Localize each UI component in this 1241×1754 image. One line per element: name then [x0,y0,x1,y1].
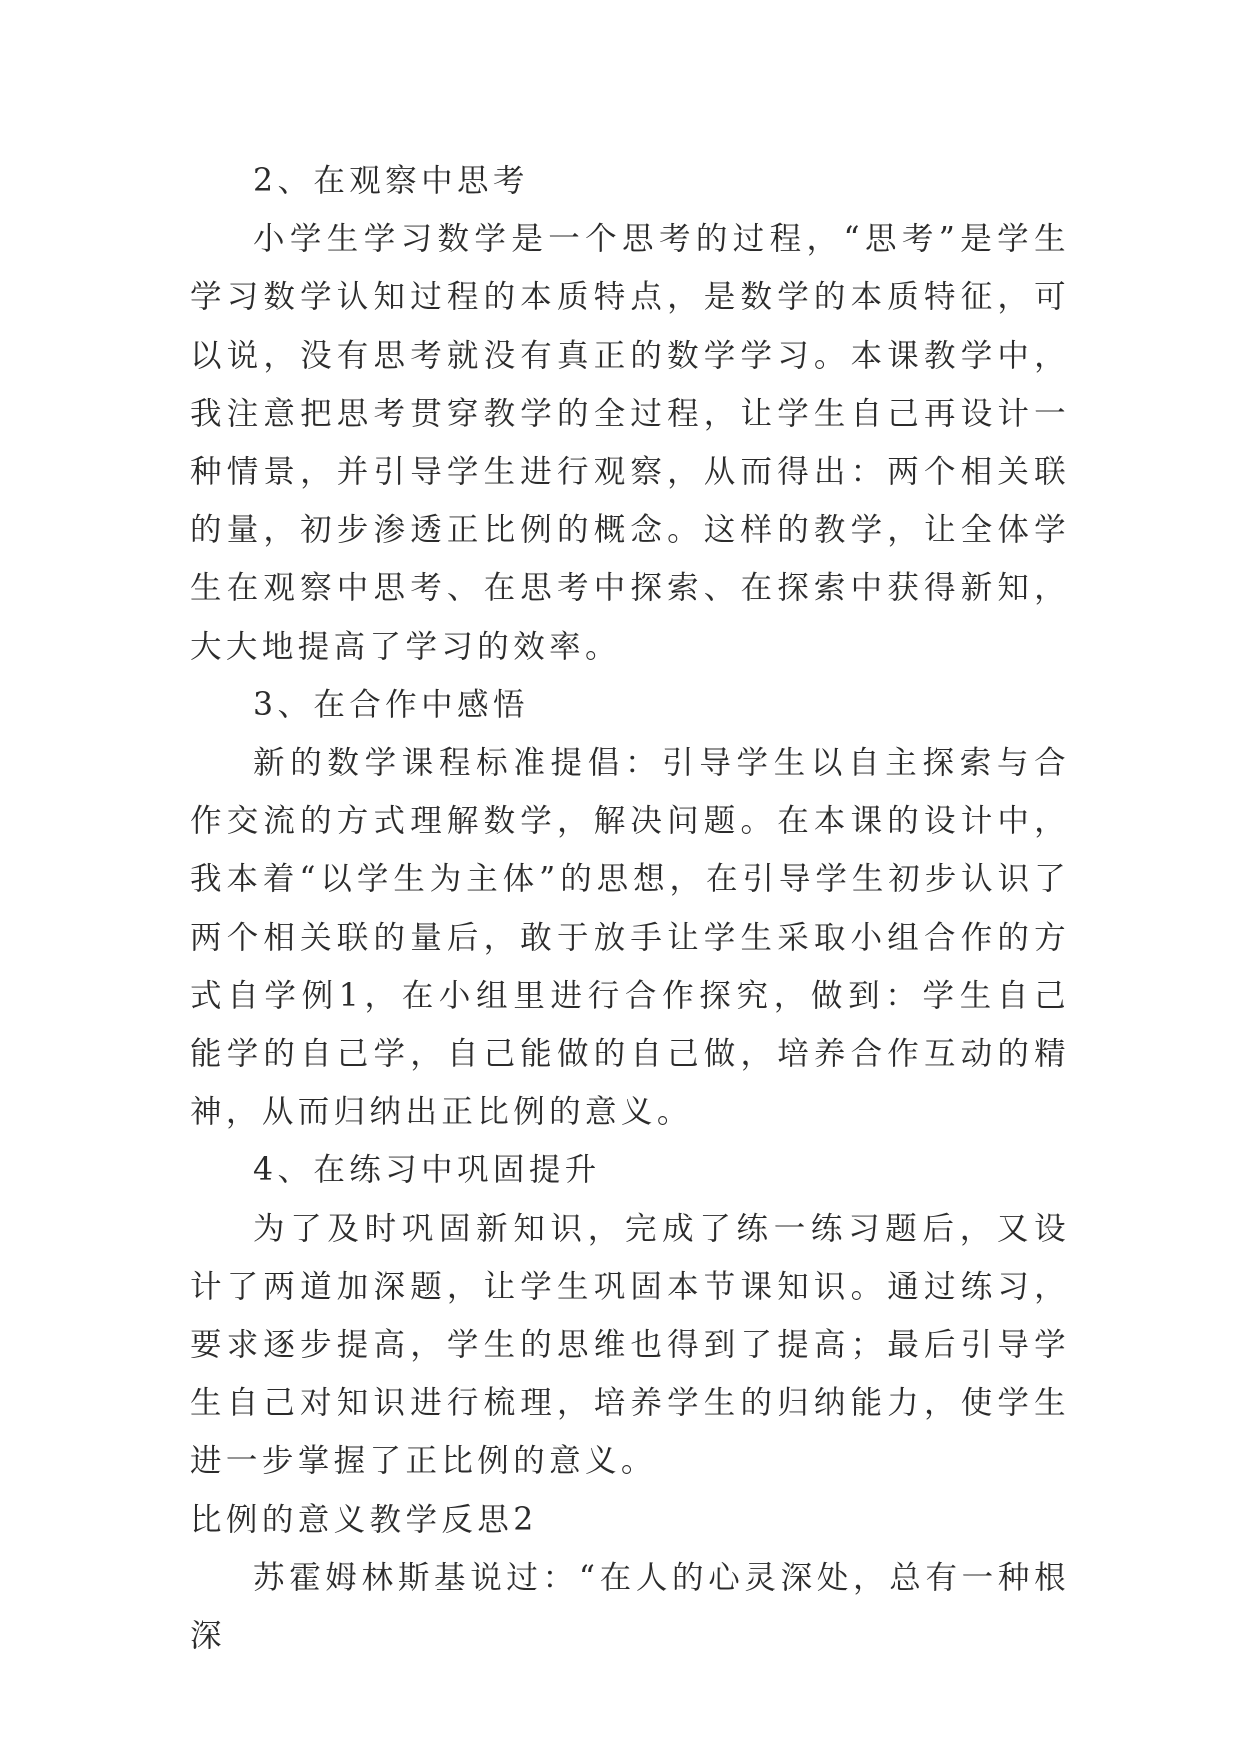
paragraph-practice: 为了及时巩固新知识，完成了练一练习题后，又设计了两道加深题，让学生巩固本节课知识。通过练习，要求逐步提高，学生的思维也得到了提高；最后引导学生自己对知识进行梳理，培养学生的归纳能力，使学生进一步掌握了正比例的意义。 [190,1210,1070,1480]
paragraph-quote: 苏霍姆林斯基说过：“在人的心灵深处，总有一种根深 [190,1559,1070,1655]
section-heading-observe-think: 2、在观察中思考 [253,163,529,199]
section-heading-cooperate: 3、在合作中感悟 [253,686,529,723]
paragraph-observe-think: 小学生学习数学是一个思考的过程，“思考”是学生学习数学认知过程的本质特点，是数学的本质特征，可以说，没有思考就没有真正的数学学习。本课教学中，我注意把思考贯穿教学的全过程，让学生自己再设计一种情景，并引导学生进行观察，从而得出：两个相关联的量，初步渗透正比例的概念。这样的教学，让全体学生在观察中思考、在思考中探索、在探索中获得新知，大大地提高了学习的效率。 [190,221,1070,665]
document-body [190,152,1070,1665]
section-heading-practice: 4、在练习中巩固提升 [253,1152,601,1189]
article-title: 比例的意义教学反思2 [190,1501,538,1538]
paragraph-cooperate: 新的数学课程标准提倡：引导学生以自主探索与合作交流的方式理解数学，解决问题。在本课的设计中，我本着“以学生为主体”的思想，在引导学生初步认识了两个相关联的量后，敢于放手让学生采取小组合作的方式自学例1，在小组里进行合作探究，做到：学生自己能学的自己学，自己能做的自己做，培养合作互动的精神，从而归纳出正比例的意义。 [190,745,1070,1131]
